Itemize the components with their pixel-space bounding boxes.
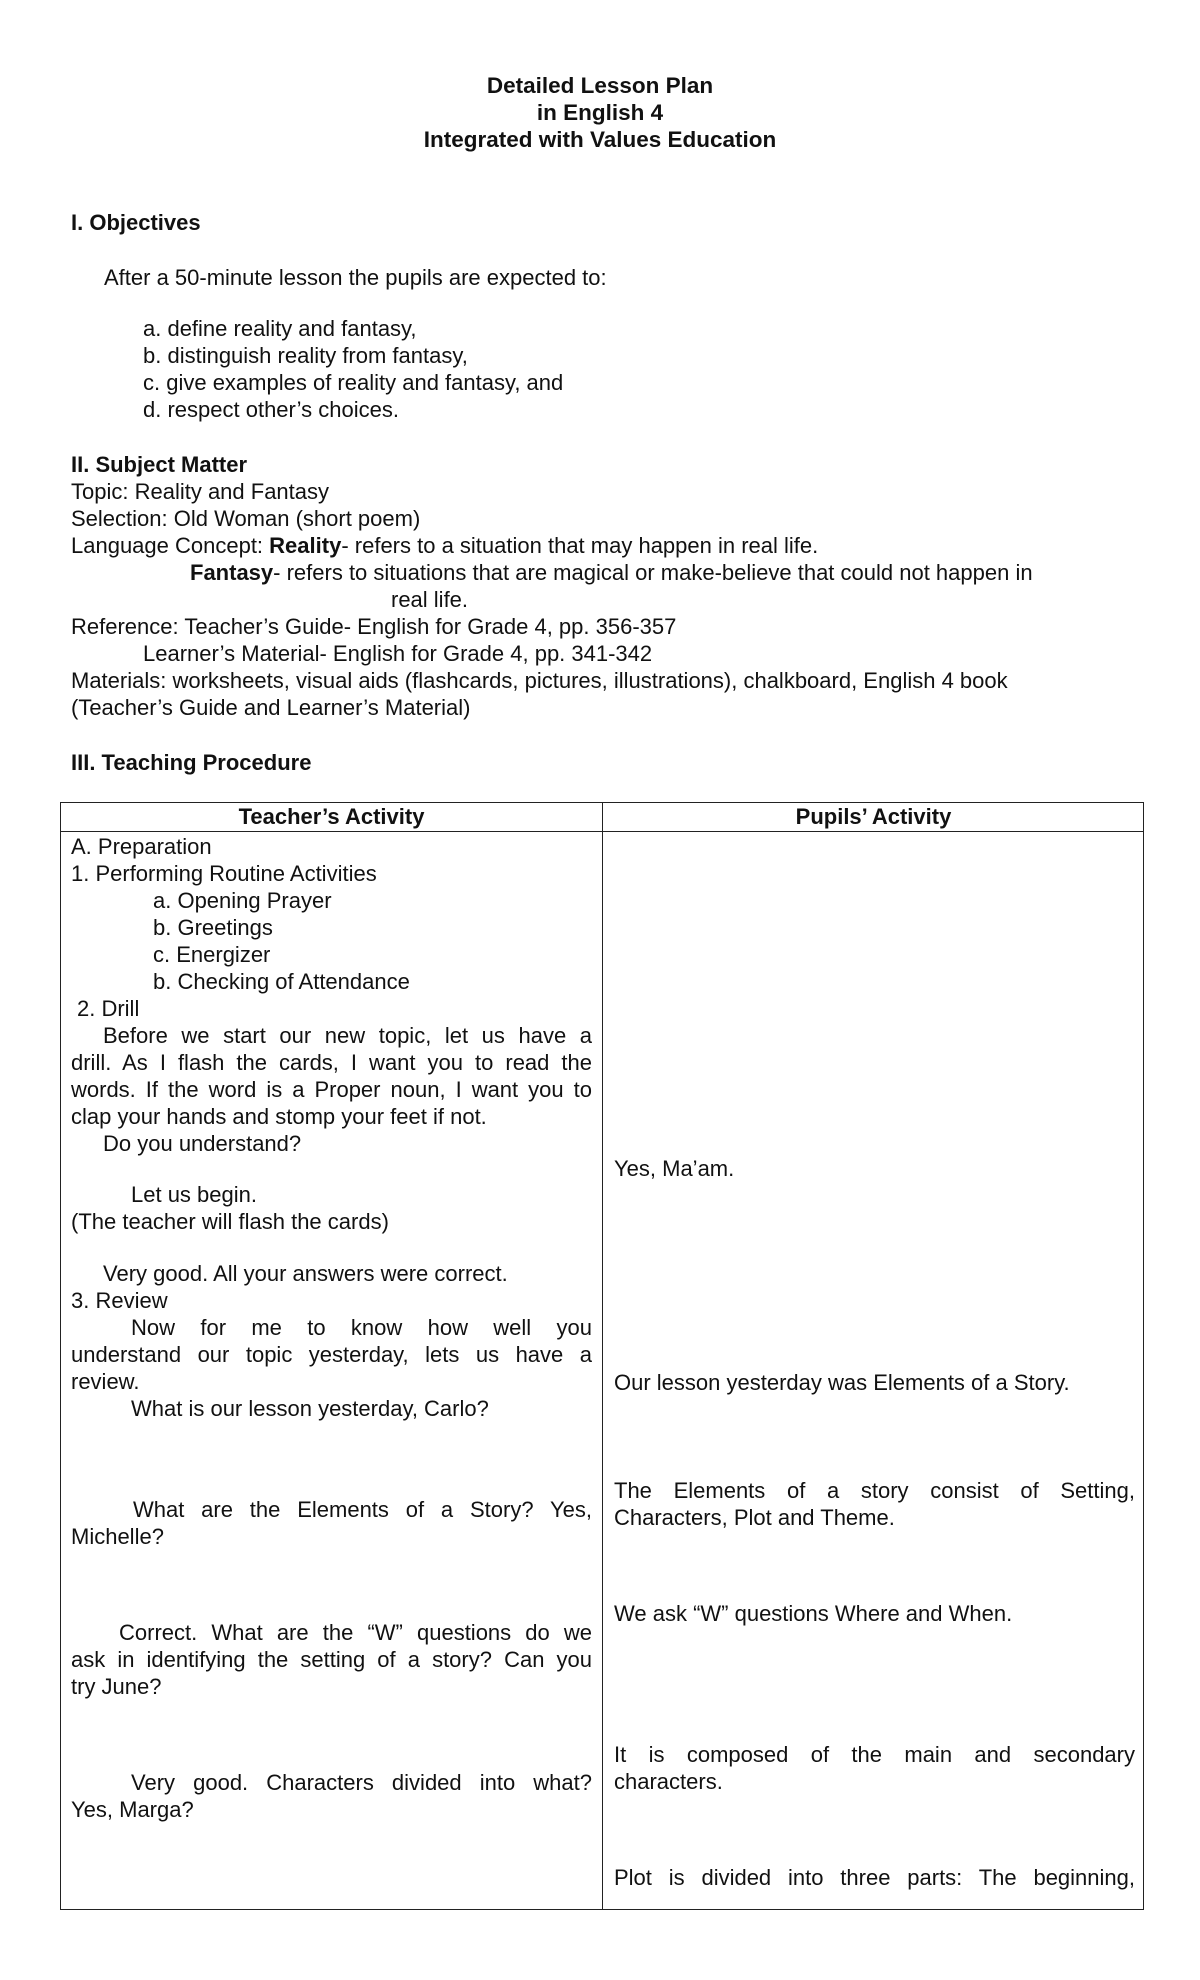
fantasy-line: [190, 559, 1033, 586]
column-divider: [602, 803, 603, 1909]
fantasy-term: Fantasy: [190, 560, 274, 585]
header-divider: [61, 831, 1143, 832]
objective-item: c. give examples of reality and fantasy, and: [143, 370, 564, 395]
materials-line: Materials: worksheets, visual aids (flashcards, pictures, illustrations), chalkboard, English 4 book: [71, 668, 1008, 693]
reference-line: Reference: Teacher’s Guide- English for Grade 4, pp. 356-357: [71, 614, 677, 639]
column-header-teacher: Teacher’s Activity: [238, 804, 425, 829]
title-line-2: in English 4: [536, 100, 664, 125]
routine-item: b. Greetings: [153, 915, 273, 940]
fantasy-definition-continued: real life.: [391, 587, 469, 612]
pupils-answer: The Elements of a story consist of Setting,: [614, 1478, 1135, 1503]
title-line-1: Detailed Lesson Plan: [486, 73, 714, 98]
reality-term: Reality: [269, 533, 342, 558]
drill-heading: 2. Drill: [77, 996, 140, 1021]
pupils-answer: Plot is divided into three parts: The beginning,: [614, 1865, 1135, 1890]
objective-item: a. define reality and fantasy,: [143, 316, 417, 341]
teacher-question: Very good. Characters divided into what?: [131, 1770, 592, 1795]
pupils-answer: Our lesson yesterday was Elements of a Story.: [614, 1370, 1070, 1395]
objectives-heading: I. Objectives: [71, 210, 201, 235]
materials-line-continued: (Teacher’s Guide and Learner’s Material): [71, 695, 471, 720]
title-line-3: Integrated with Values Education: [423, 127, 777, 152]
language-concept-label: Language Concept:: [71, 533, 270, 558]
routine-item: b. Checking of Attendance: [153, 969, 410, 994]
review-text-line: understand our topic yesterday, lets us have a: [71, 1342, 592, 1367]
pupils-answer-continued: characters.: [614, 1769, 723, 1794]
teacher-question-continued: try June?: [71, 1674, 162, 1699]
preparation-heading: A. Preparation: [71, 834, 212, 859]
teacher-question: Correct. What are the “W” questions do we: [119, 1620, 592, 1645]
teacher-statement: Very good. All your answers were correct.: [103, 1261, 508, 1286]
teacher-note: (The teacher will flash the cards): [71, 1209, 389, 1234]
teacher-question: What are the Elements of a Story? Yes,: [133, 1497, 592, 1522]
topic-line: Topic: Reality and Fantasy: [71, 479, 330, 504]
pupils-answer: We ask “W” questions Where and When.: [614, 1601, 1013, 1626]
objective-item: b. distinguish reality from fantasy,: [143, 343, 468, 368]
teaching-procedure-heading: III. Teaching Procedure: [71, 750, 312, 775]
teacher-question-continued: Michelle?: [71, 1524, 164, 1549]
reality-definition: - refers to a situation that may happen in real life.: [341, 533, 819, 558]
language-concept-line: [71, 532, 818, 559]
learners-material-line: Learner’s Material- English for Grade 4, pp. 341-342: [143, 641, 653, 666]
objective-item: d. respect other’s choices.: [143, 397, 399, 422]
pupils-answer: Yes, Ma’am.: [614, 1156, 735, 1181]
drill-text-line: clap your hands and stomp your feet if not.: [71, 1104, 487, 1129]
review-heading: 3. Review: [71, 1288, 168, 1313]
objectives-intro: After a 50-minute lesson the pupils are expected to:: [104, 265, 607, 290]
pupils-answer: It is composed of the main and secondary: [614, 1742, 1135, 1767]
review-text-line: Now for me to know how well you: [131, 1315, 592, 1340]
pupils-answer-continued: Characters, Plot and Theme.: [614, 1505, 895, 1530]
review-text-line: review.: [71, 1369, 140, 1394]
teacher-question: Do you understand?: [103, 1131, 302, 1156]
routine-item: c. Energizer: [153, 942, 271, 967]
teacher-question: What is our lesson yesterday, Carlo?: [131, 1396, 489, 1421]
activity-table: [60, 802, 1144, 1910]
fantasy-definition: - refers to situations that are magical or make-believe that could not happen in: [273, 560, 1033, 585]
drill-text-line: Before we start our new topic, let us have a: [103, 1023, 592, 1048]
drill-text-line: words. If the word is a Proper noun, I want you to: [71, 1077, 592, 1102]
selection-line: Selection: Old Woman (short poem): [71, 506, 421, 531]
routine-item: a. Opening Prayer: [153, 888, 332, 913]
routine-heading: 1. Performing Routine Activities: [71, 861, 377, 886]
teacher-statement: Let us begin.: [131, 1182, 257, 1207]
teacher-question-continued: Yes, Marga?: [71, 1797, 194, 1822]
teacher-question-continued: ask in identifying the setting of a story? Can you: [71, 1647, 592, 1672]
subject-matter-heading: II. Subject Matter: [71, 452, 248, 477]
drill-text-line: drill. As I flash the cards, I want you to read the: [71, 1050, 592, 1075]
column-header-pupils: Pupils’ Activity: [795, 804, 952, 829]
